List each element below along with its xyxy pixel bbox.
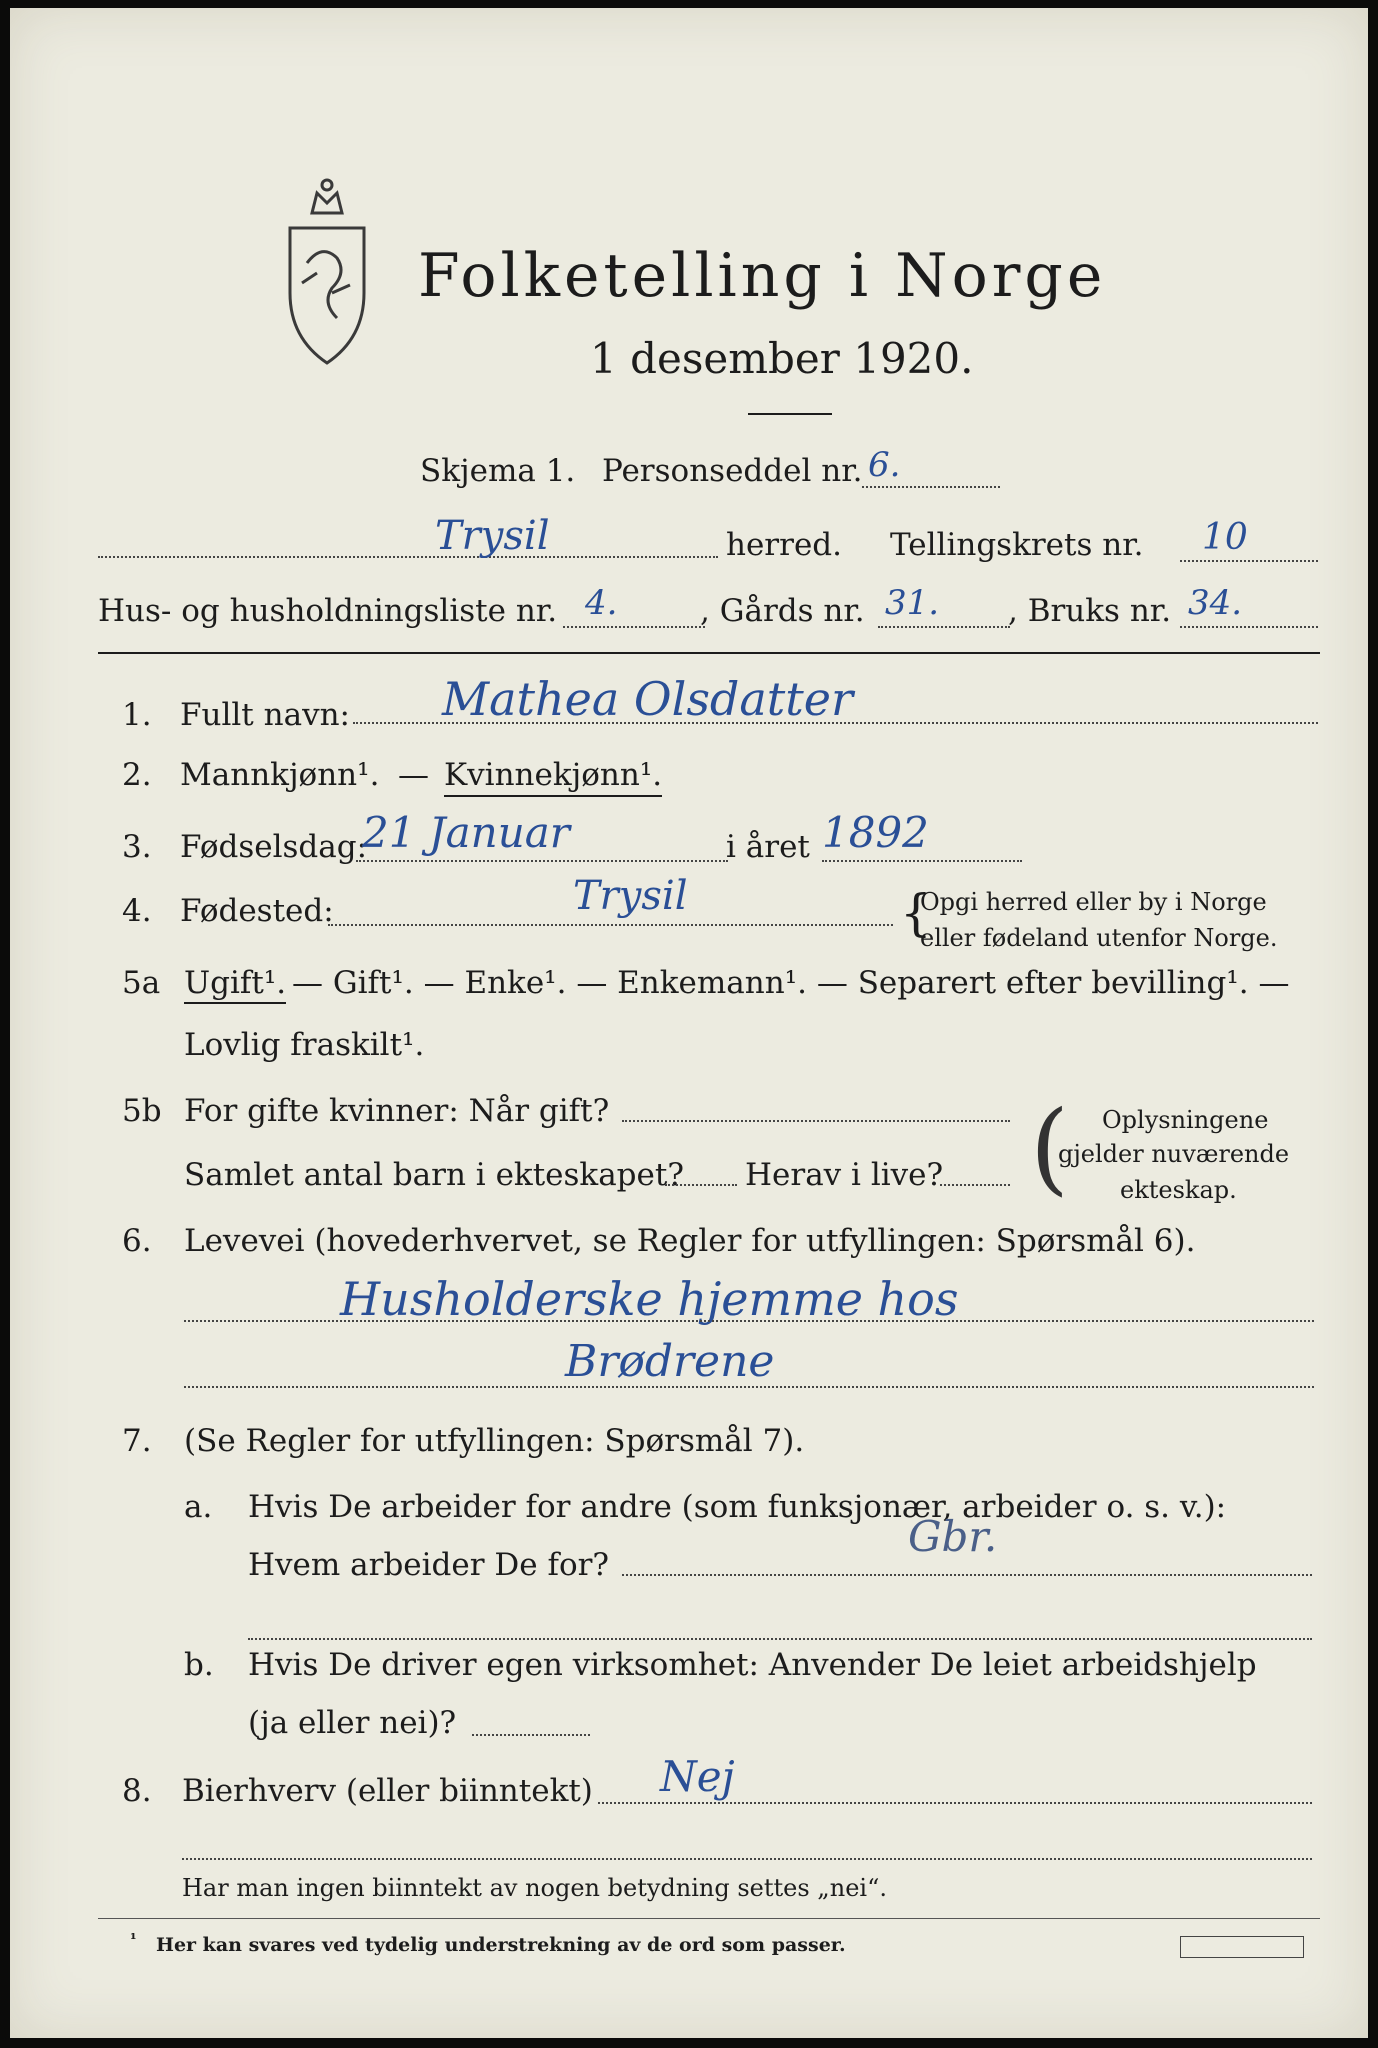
birthplace-value[interactable]: Trysil [573,873,688,919]
q4-note-1: Opgi herred eller by i Norge [920,888,1267,916]
fill-line [98,556,718,558]
q6-label: Levevei (hovederhvervet, se Regler for utfyllingen: Spørsmål 6). [184,1223,1196,1259]
full-name-value[interactable]: Mathea Olsdatter [442,672,853,726]
personseddel-value[interactable]: 6. [868,445,901,485]
birth-year-value[interactable]: 1892 [822,808,929,857]
gards-label: , Gårds nr. [700,593,865,629]
q7a-label-2: Hvem arbeider De for? [248,1547,610,1583]
fill-line [184,1320,1314,1322]
q5b-note-1: Oplysningene [1102,1106,1269,1134]
q7b-label-1: Hvis De driver egen virksomhet: Anvender De leiet arbeidshjelp [248,1647,1257,1683]
fill-line [184,1386,1314,1388]
header-rule [98,652,1320,654]
form-date: 1 desember 1920. [590,334,974,383]
bruks-value[interactable]: 34. [1188,583,1243,623]
fill-line [472,1734,590,1736]
marital-ugift-option[interactable]: Ugift¹. [184,968,286,1004]
census-form [10,8,1368,2038]
fill-line [940,1184,1010,1186]
fill-line [1180,626,1318,628]
q8-number: 8. [122,1773,152,1809]
personseddel-label: Personseddel nr. [602,453,863,489]
coat-of-arms-icon [272,173,382,373]
q7b-letter: b. [184,1647,214,1683]
q1-label: Fullt navn: [180,697,350,733]
fill-line [328,924,893,926]
fill-line [563,626,705,628]
occupation-value-1[interactable]: Husholderske hjemme hos [340,1272,959,1326]
q5b-label-3: Herav i live? [745,1157,944,1193]
footnote-mark: ¹ [130,1930,137,1948]
tellingskrets-value[interactable]: 10 [1202,517,1248,558]
year-label: i året [726,829,810,865]
q5b-note-2: gjelder nuværende [1058,1140,1290,1168]
q2-separator: — [398,757,429,793]
herred-value[interactable]: Trysil [435,513,550,559]
q4-label: Fødested: [180,893,334,929]
fill-line [878,626,1010,628]
form-title: Folketelling i Norge [418,241,1107,311]
fill-line [622,1574,1312,1576]
q5b-label-2: Samlet antal barn i ekteskapet? [184,1157,684,1193]
divider [748,413,832,415]
marital-other-options[interactable]: — Gift¹. — Enke¹. — Enkemann¹. — Separert efter bevilling¹. — [292,965,1290,1001]
fill-line [1180,560,1318,562]
q7b-label-2: (ja eller nei)? [248,1705,457,1741]
q7a-label-1: Hvis De arbeider for andre (som funksjonær, arbeider o. s. v.): [248,1489,1227,1525]
q7-number: 7. [122,1423,152,1459]
fill-line [822,860,1022,862]
fill-line [622,1120,1010,1122]
fill-line [182,1858,1312,1860]
fill-line [665,1184,737,1186]
q4-note-2: eller fødeland utenfor Norge. [920,924,1278,952]
occupation-value-2[interactable]: Brødrene [565,1336,775,1387]
footnote-text: Her kan svares ved tydelig understrekning av de ord som passer. [156,1934,846,1956]
q7-label: (Se Regler for utfyllingen: Spørsmål 7). [184,1423,805,1459]
gards-value[interactable]: 31. [885,583,940,623]
printer-stamp [1180,1936,1304,1958]
q1-number: 1. [122,697,152,733]
side-income-value[interactable]: Nej [660,1752,735,1801]
gender-male-option[interactable]: Mannkjønn¹. [180,757,380,793]
q5b-label-1: For gifte kvinner: Når gift? [184,1093,610,1129]
marital-fraskilt-option[interactable]: Lovlig fraskilt¹. [184,1027,425,1063]
employer-value[interactable]: Gbr. [908,1512,998,1561]
q3-number: 3. [122,829,152,865]
birth-date-value[interactable]: 21 Januar [362,808,570,857]
skjema-label: Skjema 1. [420,453,576,489]
q8-label: Bierhverv (eller biinntekt) [182,1773,593,1809]
q5b-note-3: ekteskap. [1120,1176,1237,1204]
bruks-label: , Bruks nr. [1008,593,1172,629]
fill-line [356,860,728,862]
q6-number: 6. [122,1223,152,1259]
herred-label: herred. [726,527,842,563]
q3-label: Fødselsdag: [180,829,368,865]
fill-line [598,1802,1312,1804]
q5a-number: 5a [122,965,161,1001]
note-brace: { [900,884,932,942]
fill-line [248,1638,1312,1640]
tellingskrets-label: Tellingskrets nr. [890,527,1144,563]
q7a-letter: a. [184,1489,213,1525]
footnote-rule [98,1918,1320,1919]
husliste-value[interactable]: 4. [585,583,618,623]
fill-line [862,486,1000,488]
q4-number: 4. [122,893,152,929]
note-brace: ( [1030,1089,1070,1206]
nei-instruction: Har man ingen biinntekt av nogen betydning settes „nei“. [182,1874,887,1902]
q5b-number: 5b [122,1093,162,1129]
gender-female-option[interactable]: Kvinnekjønn¹. [444,760,662,797]
q2-number: 2. [122,757,152,793]
husliste-label: Hus- og husholdningsliste nr. [98,593,558,629]
